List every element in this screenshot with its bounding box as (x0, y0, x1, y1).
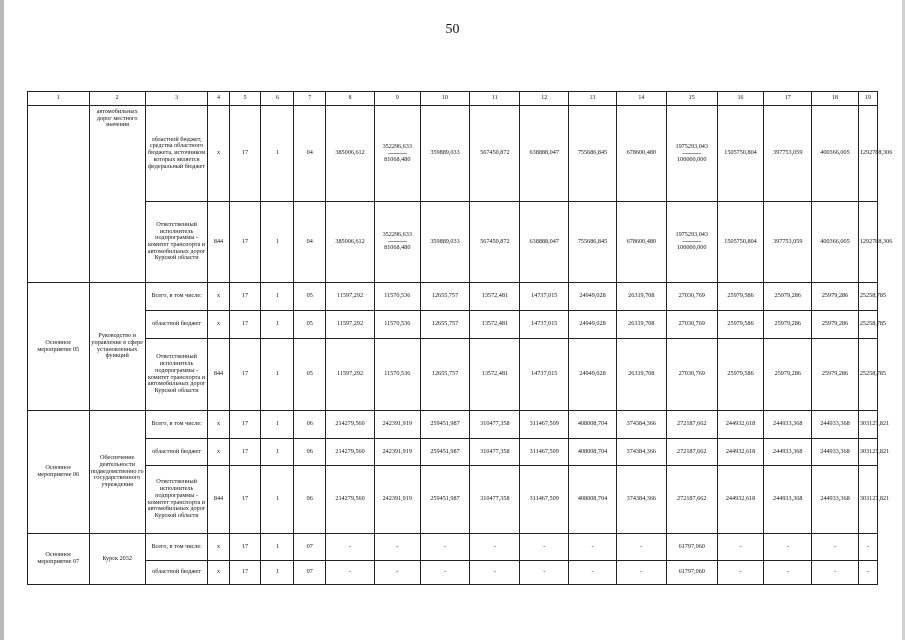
value-cell-split (666, 106, 717, 202)
value-cell: 1292788,306 (858, 202, 877, 283)
value-cell: - (569, 561, 617, 585)
header-cell: 18 (812, 92, 859, 106)
value-cell: 311467,509 (520, 439, 569, 466)
code-cell: 17 (229, 561, 261, 585)
value-cell: 27030,769 (666, 339, 717, 411)
value-cell: 374384,366 (616, 411, 666, 439)
value-cell: 27030,769 (666, 311, 717, 339)
value-cell: - (717, 561, 764, 585)
code-cell: 1 (261, 466, 294, 534)
value-cell: 25979,286 (812, 311, 859, 339)
header-cell: 16 (717, 92, 764, 106)
value-cell: 12655,757 (420, 283, 470, 311)
code-cell: 1 (261, 561, 294, 585)
activity-name-cell: Основное мероприятие 05 (28, 283, 90, 411)
code-cell: 17 (229, 106, 261, 202)
split-top-value: 352296,633 (382, 142, 412, 150)
value-cell: 26319,708 (616, 339, 666, 411)
value-cell: 11570,536 (374, 311, 420, 339)
value-cell: 385006,612 (326, 106, 375, 202)
code-cell: 07 (294, 534, 326, 561)
split-divider: ------------ (682, 238, 702, 245)
value-cell: - (470, 561, 520, 585)
value-cell: 24949,028 (569, 311, 617, 339)
header-cell: 3 (145, 92, 208, 106)
code-cell: 1 (261, 439, 294, 466)
value-cell: 24949,028 (569, 339, 617, 411)
header-cell: 1 (28, 92, 90, 106)
table-row (28, 439, 878, 466)
value-cell: 400366,005 (812, 106, 859, 202)
code-cell: 07 (294, 561, 326, 585)
header-cell: 12 (520, 92, 569, 106)
code-cell: 17 (229, 411, 261, 439)
activity-description-cell: Обеспечение деятельности подведомственно го государственного учреждения (89, 411, 145, 534)
header-cell: 14 (616, 92, 666, 106)
header-cell: 4 (208, 92, 229, 106)
value-cell: 11597,292 (326, 311, 375, 339)
value-cell: 26319,708 (616, 311, 666, 339)
code-cell: 05 (294, 311, 326, 339)
value-cell: - (764, 534, 812, 561)
funding-source-cell: Ответственный исполнитель подпрограммы - комитет транспорта и автомобильных дорог Курской области (145, 466, 208, 534)
table-row (28, 561, 878, 585)
value-cell: 27030,769 (666, 283, 717, 311)
code-cell: x (208, 561, 229, 585)
value-cell: 272187,662 (666, 439, 717, 466)
split-bottom-value: 100000,000 (677, 155, 707, 163)
value-cell: 25979,286 (764, 311, 812, 339)
funding-source-cell: Всего, в том числе: (145, 534, 208, 561)
value-cell: 25979,286 (812, 283, 859, 311)
code-cell: x (208, 311, 229, 339)
value-cell: 1505750,804 (717, 202, 764, 283)
value-cell: 12655,757 (420, 339, 470, 411)
code-cell: 17 (229, 439, 261, 466)
value-cell: - (326, 561, 375, 585)
split-divider: ------------ (682, 149, 702, 157)
value-cell: 25258,785 (858, 339, 877, 411)
value-cell: - (812, 561, 859, 585)
value-cell: 25979,286 (764, 283, 812, 311)
header-cell: 11 (470, 92, 520, 106)
value-cell: 310477,358 (470, 411, 520, 439)
value-cell: - (420, 561, 470, 585)
value-cell: 1505750,804 (717, 106, 764, 202)
header-cell: 19 (858, 92, 877, 106)
funding-source-cell: областной бюджет (145, 311, 208, 339)
value-cell: 408008,704 (569, 466, 617, 534)
value-cell: 244933,368 (764, 466, 812, 534)
value-cell: 359889,033 (420, 202, 470, 283)
split-top-value: 1975293,043 (675, 231, 708, 239)
split-bottom-value: 100000,000 (677, 244, 707, 251)
value-cell: 244933,368 (812, 439, 859, 466)
page-number: 50 (445, 22, 460, 37)
value-cell: 400366,005 (812, 202, 859, 283)
code-cell: 844 (208, 202, 229, 283)
split-top-value: 1975293,043 (675, 142, 708, 150)
value-cell: 638888,047 (520, 202, 569, 283)
value-cell: 408008,704 (569, 411, 617, 439)
value-cell: - (858, 534, 877, 561)
code-cell: 17 (229, 283, 261, 311)
value-cell: 408008,704 (569, 439, 617, 466)
value-cell: 397753,059 (764, 106, 812, 202)
value-cell: - (812, 534, 859, 561)
budget-table (27, 91, 893, 585)
value-cell: 638888,047 (520, 106, 569, 202)
value-cell: - (616, 534, 666, 561)
value-cell: - (420, 534, 470, 561)
code-cell: 05 (294, 339, 326, 411)
value-cell: 12655,757 (420, 311, 470, 339)
value-cell: 244932,618 (717, 466, 764, 534)
value-cell: 25979,286 (764, 339, 812, 411)
value-cell: 25979,286 (812, 339, 859, 411)
table-row (28, 466, 878, 534)
value-cell: 244932,618 (717, 439, 764, 466)
value-cell: 13572,481 (470, 283, 520, 311)
value-cell: 11570,536 (374, 283, 420, 311)
code-cell: 17 (229, 202, 261, 283)
table-row (28, 411, 878, 439)
value-cell: - (374, 534, 420, 561)
header-cell: 10 (420, 92, 470, 106)
value-cell-split (374, 106, 420, 202)
value-cell: - (374, 561, 420, 585)
value-cell: 244933,368 (764, 411, 812, 439)
value-cell: 25979,586 (717, 339, 764, 411)
value-cell: 14737,015 (520, 311, 569, 339)
header-cell: 13 (569, 92, 617, 106)
value-cell: 61797,060 (666, 534, 717, 561)
funding-source-cell: Всего, в том числе: (145, 283, 208, 311)
funding-source-cell: областной бюджет (145, 439, 208, 466)
activity-description-cell: Курск 2032 (89, 534, 145, 585)
value-cell: 272187,662 (666, 466, 717, 534)
header-cell: 7 (294, 92, 326, 106)
header-cell: 6 (261, 92, 294, 106)
value-cell: 13572,481 (470, 339, 520, 411)
activity-description-cell: Руководство и управление в сфере установленных функций (89, 283, 145, 411)
split-bottom-value: 81068,480 (384, 244, 411, 251)
funding-source-cell: Ответственный исполнитель подпрограммы - комитет транспорта и автомобильных дорог Курской области (145, 202, 208, 283)
column-number-row (28, 92, 878, 106)
code-cell: 04 (294, 106, 326, 202)
value-cell: 244933,368 (812, 411, 859, 439)
funding-source-cell: Всего, в том числе: (145, 411, 208, 439)
value-cell: - (858, 561, 877, 585)
value-cell: 272187,662 (666, 411, 717, 439)
code-cell: 1 (261, 311, 294, 339)
code-cell: 17 (229, 339, 261, 411)
value-cell: 61797,060 (666, 561, 717, 585)
value-cell: 1292788,306 (858, 106, 877, 202)
value-cell: 13572,481 (470, 311, 520, 339)
value-cell: - (764, 561, 812, 585)
code-cell: 17 (229, 466, 261, 534)
value-cell: 567450,872 (470, 202, 520, 283)
value-cell: 678600,480 (616, 106, 666, 202)
code-cell: 844 (208, 339, 229, 411)
header-cell: 5 (229, 92, 261, 106)
code-cell: x (208, 534, 229, 561)
value-cell: - (520, 561, 569, 585)
table-row (28, 106, 878, 202)
value-cell: 244932,618 (717, 411, 764, 439)
code-cell: x (208, 106, 229, 202)
code-cell: 844 (208, 466, 229, 534)
code-cell: 06 (294, 411, 326, 439)
value-cell: 242391,919 (374, 466, 420, 534)
value-cell: 755686,845 (569, 202, 617, 283)
value-cell: 26319,708 (616, 283, 666, 311)
header-cell: 9 (374, 92, 420, 106)
header-cell: 17 (764, 92, 812, 106)
value-cell: 311467,509 (520, 411, 569, 439)
value-cell: 678600,480 (616, 202, 666, 283)
value-cell: 244933,368 (764, 439, 812, 466)
value-cell: 374384,366 (616, 439, 666, 466)
code-cell: 06 (294, 466, 326, 534)
header-cell: 8 (326, 92, 375, 106)
split-divider: ------------ (387, 149, 407, 157)
value-cell: - (326, 534, 375, 561)
value-cell: 14737,015 (520, 283, 569, 311)
value-cell: 303127,821 (858, 439, 877, 466)
value-cell: 303127,821 (858, 411, 877, 439)
value-cell: - (520, 534, 569, 561)
activity-description-cell: автомобильных дорог местного значения (89, 106, 145, 283)
table-row (28, 339, 878, 411)
value-cell: - (569, 534, 617, 561)
table-row (28, 534, 878, 561)
split-top-value: 352296,633 (382, 231, 412, 239)
value-cell: 11570,536 (374, 339, 420, 411)
value-cell-split (666, 202, 717, 283)
value-cell: 11597,292 (326, 283, 375, 311)
value-cell: 385006,612 (326, 202, 375, 283)
value-cell: 310477,358 (470, 439, 520, 466)
value-cell: 11597,292 (326, 339, 375, 411)
value-cell: 259451,987 (420, 466, 470, 534)
code-cell: 1 (261, 283, 294, 311)
value-cell: 567450,872 (470, 106, 520, 202)
scan-left-edge (0, 0, 4, 640)
activity-name-cell (28, 106, 90, 283)
value-cell: 359889,033 (420, 106, 470, 202)
value-cell: 303127,821 (858, 466, 877, 534)
table-row (28, 202, 878, 283)
value-cell: 25258,785 (858, 283, 877, 311)
code-cell: 17 (229, 534, 261, 561)
code-cell: 1 (261, 534, 294, 561)
value-cell: 214279,560 (326, 466, 375, 534)
value-cell: 374384,366 (616, 466, 666, 534)
value-cell: 310477,358 (470, 466, 520, 534)
value-cell: 24949,028 (569, 283, 617, 311)
table-row (28, 311, 878, 339)
value-cell-split (374, 202, 420, 283)
code-cell: 06 (294, 439, 326, 466)
value-cell: 244933,368 (812, 466, 859, 534)
value-cell: 14737,015 (520, 339, 569, 411)
header-cell: 15 (666, 92, 717, 106)
code-cell: 04 (294, 202, 326, 283)
value-cell: 242391,919 (374, 411, 420, 439)
activity-name-cell: Основное мероприятие 07 (28, 534, 90, 585)
code-cell: 1 (261, 411, 294, 439)
code-cell: 1 (261, 339, 294, 411)
code-cell: x (208, 411, 229, 439)
table-row (28, 283, 878, 311)
value-cell: 242391,919 (374, 439, 420, 466)
code-cell: 05 (294, 283, 326, 311)
code-cell: x (208, 439, 229, 466)
value-cell: 755686,845 (569, 106, 617, 202)
activity-name-cell: Основное мероприятие 06 (28, 411, 90, 534)
value-cell: - (470, 534, 520, 561)
code-cell: x (208, 283, 229, 311)
value-cell: 25258,785 (858, 311, 877, 339)
value-cell: - (717, 534, 764, 561)
funding-source-cell: Ответственный исполнитель подпрограммы - комитет транспорта и автомобильных дорог Курской области (145, 339, 208, 411)
code-cell: 17 (229, 311, 261, 339)
value-cell: - (616, 561, 666, 585)
code-cell: 1 (261, 106, 294, 202)
funding-source-cell: областной бюджет, средства областного бюджета, источником которых является федеральный бюджет (145, 106, 208, 202)
value-cell: 25979,586 (717, 283, 764, 311)
value-cell: 397753,059 (764, 202, 812, 283)
header-cell: 2 (89, 92, 145, 106)
split-divider: ------------ (387, 238, 407, 245)
split-bottom-value: 81068,480 (384, 155, 411, 163)
value-cell: 25979,586 (717, 311, 764, 339)
value-cell: 214279,560 (326, 439, 375, 466)
code-cell: 1 (261, 202, 294, 283)
value-cell: 259451,987 (420, 411, 470, 439)
value-cell: 214279,560 (326, 411, 375, 439)
value-cell: 311467,509 (520, 466, 569, 534)
value-cell: 259451,987 (420, 439, 470, 466)
funding-source-cell: областной бюджет (145, 561, 208, 585)
